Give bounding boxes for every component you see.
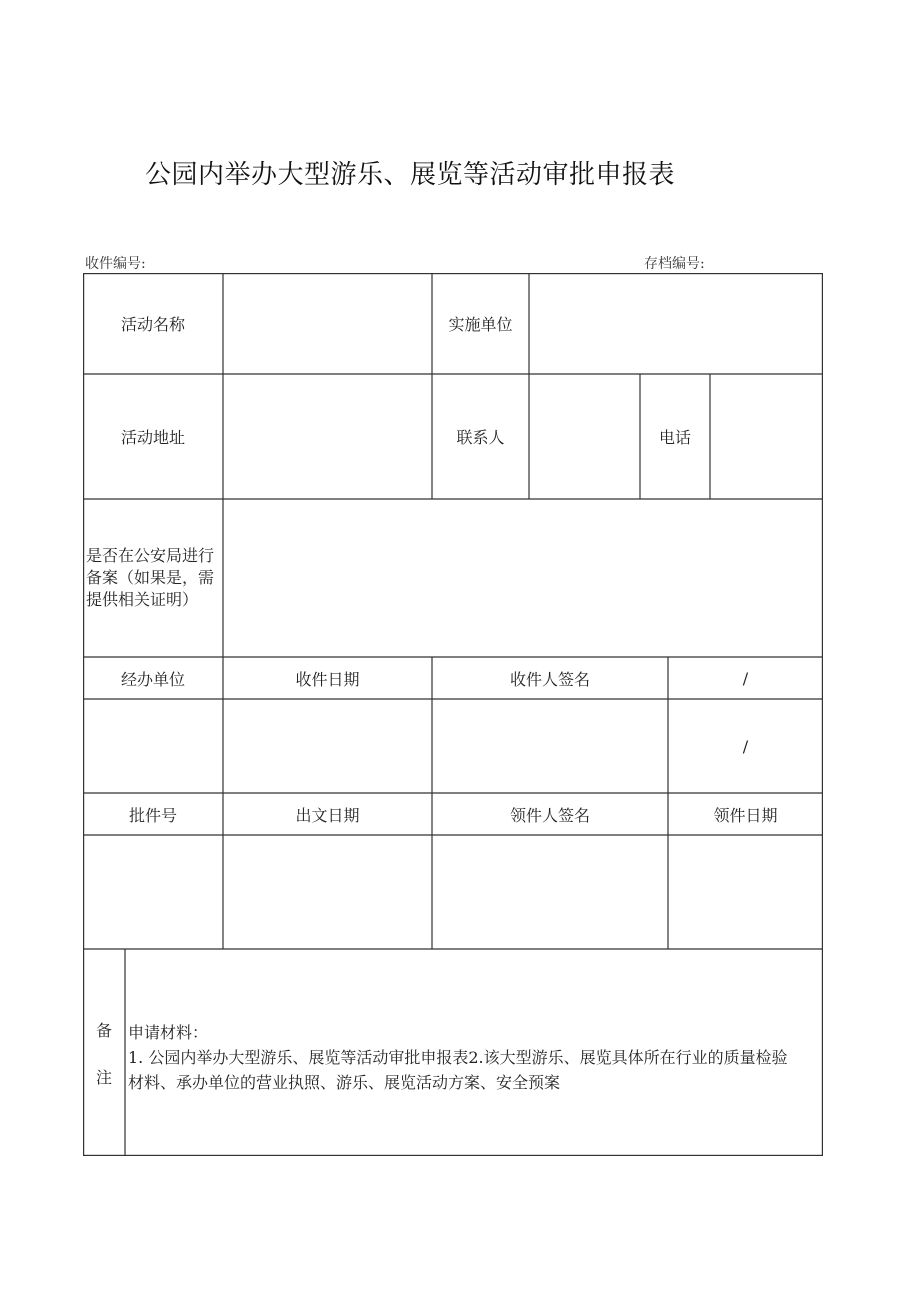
police-filing-label-line: 提供相关证明） (86, 590, 199, 609)
pickup-signature-field[interactable] (432, 835, 668, 949)
contact-person-field[interactable] (529, 374, 640, 499)
slash-mark: / (742, 736, 749, 756)
police-filing-label-line: 是否在公安局进行 (86, 546, 215, 565)
pickup-signature-label: 领件人签名 (509, 805, 590, 825)
handling-unit-label: 经办单位 (120, 669, 185, 689)
page-title: 公园内举办大型游乐、展览等活动审批申报表 (145, 160, 676, 190)
phone-field[interactable] (710, 374, 823, 499)
archive-number-label: 存档编号: (644, 256, 705, 272)
receiver-signature-field[interactable] (432, 699, 668, 793)
approval-number-label: 批件号 (128, 805, 177, 825)
phone-label: 电话 (658, 428, 691, 447)
activity-name-field[interactable] (223, 273, 432, 374)
remarks-line: 材料、承办单位的营业执照、游乐、展览活动方案、安全预案 (128, 1073, 561, 1092)
activity-address-field[interactable] (223, 374, 432, 499)
handling-unit-field[interactable] (83, 699, 223, 793)
remarks-label-char: 注 (95, 1067, 112, 1087)
receiver-signature-label: 收件人签名 (509, 669, 590, 689)
contact-person-label: 联系人 (456, 428, 505, 447)
application-form-table (83, 273, 823, 1156)
police-filing-field[interactable] (223, 499, 823, 657)
receipt-date-field[interactable] (223, 699, 432, 793)
activity-name-label: 活动名称 (120, 315, 185, 334)
receipt-date-label: 收件日期 (295, 669, 360, 689)
activity-address-label: 活动地址 (120, 428, 185, 447)
police-filing-label (83, 499, 223, 657)
slash-mark: / (742, 668, 749, 688)
pickup-date-field[interactable] (668, 835, 823, 949)
issue-date-field[interactable] (223, 835, 432, 949)
remarks-content (128, 1020, 823, 1095)
remarks-line: 1. 公园内举办大型游乐、展览等活动审批申报表2.该大型游乐、展览具体所在行业的质量检验 (128, 1048, 788, 1067)
remarks-heading: 申请材料： (128, 1023, 209, 1042)
remarks-label-char: 备 (95, 1020, 112, 1040)
approval-number-field[interactable] (83, 835, 223, 949)
remarks-label (83, 949, 125, 1156)
receipt-number-label: 收件编号: (85, 256, 146, 272)
pickup-date-label: 领件日期 (713, 805, 778, 825)
implementing-unit-field[interactable] (529, 273, 823, 374)
implementing-unit-label: 实施单位 (448, 315, 513, 334)
issue-date-label: 出文日期 (295, 805, 360, 825)
police-filing-label-line: 备案（如果是，需 (86, 568, 215, 587)
